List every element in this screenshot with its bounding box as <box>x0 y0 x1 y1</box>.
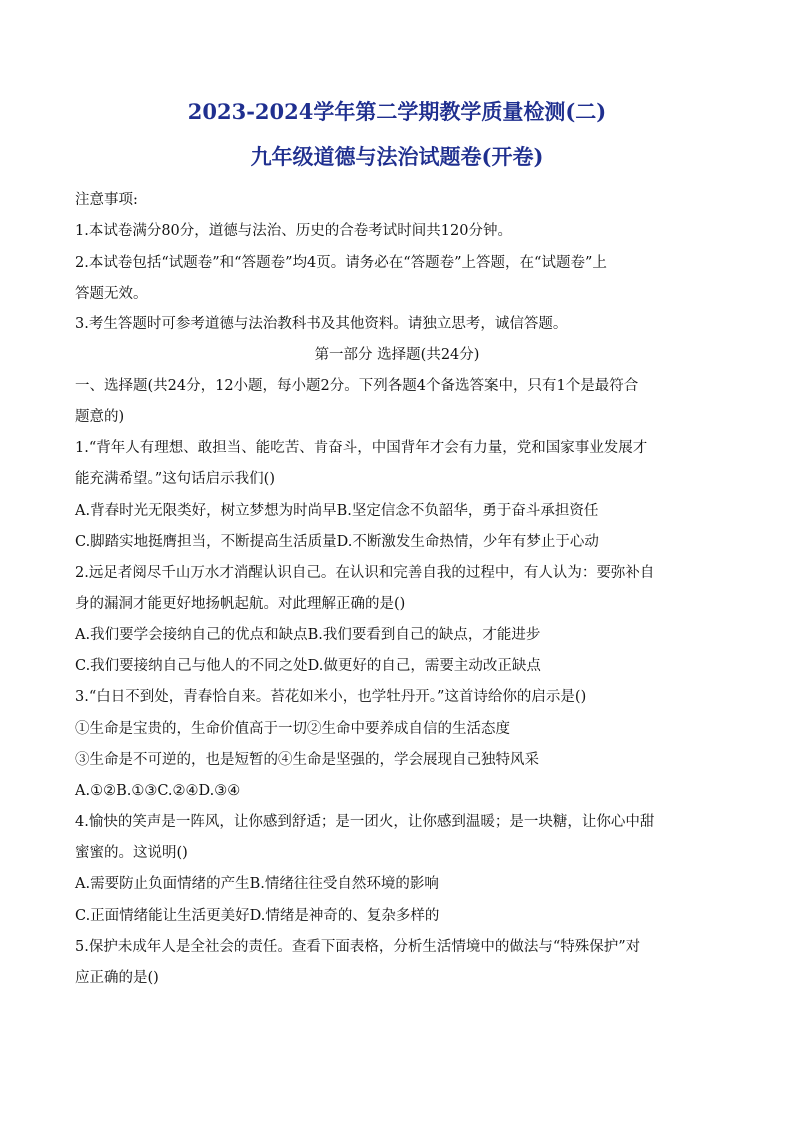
question-3-options: A.①②B.①③C.②④D.③④ <box>75 783 241 799</box>
question-1-options-cd: C.脚踏实地挺膺担当，不断提高生活质量D.不断激发生命热情，少年有梦止于心动 <box>75 534 599 550</box>
question-2-stem: 2.远足者阅尽千山万水才消醒认识自己。在认识和完善自我的过程中，有人认为：要弥补自 <box>75 565 655 581</box>
question-2-options-ab: A.我们要学会接纳自己的优点和缺点B.我们要看到自己的缺点，才能进步 <box>75 627 541 643</box>
question-3-statements-12: ①生命是宝贵的，生命价值高于一切②生命中要养成自信的生活态度 <box>75 721 510 737</box>
exam-title: 2023-2024学年第二学期教学质量检测(二) <box>187 99 607 124</box>
note-item-2: 2.本试卷包括“试题卷”和“答题卷”均4页。请务必在“答题卷”上答题，在“试题卷”上 <box>75 255 607 271</box>
question-2-stem-cont: 身的漏洞才能更好地扬帆起航。对此理解正确的是() <box>75 596 406 612</box>
note-item-1: 1.本试卷满分80分，道德与法治、历史的合卷考试时间共120分钟。 <box>75 223 512 239</box>
question-1-stem-cont: 能充满希望。”这句话启示我们() <box>75 471 275 487</box>
question-1-options-ab: A.背春时光无限类好，树立梦想为时尚早B.坚定信念不负韶华，勇于奋斗承担资任 <box>75 503 599 519</box>
question-5-stem-cont: 应正确的是() <box>75 970 159 986</box>
question-3-stem: 3.“白日不到处，青春恰自来。苔花如米小，也学牡丹开。”这首诗给你的启示是() <box>75 689 587 705</box>
question-2-options-cd: C.我们要接纳自己与他人的不同之处D.做更好的自己，需要主动改正缺点 <box>75 658 541 674</box>
exam-subtitle: 九年级道德与法治试题卷(开卷) <box>250 144 544 169</box>
part1-heading: 第一部分 选择题(共24分) <box>314 347 480 363</box>
part1-instructions: 一、选择题(共24分，12小题，每小题2分。下列各题4个备选答案中，只有1个是最符合 <box>75 378 639 394</box>
question-4-options-cd: C.正面情绪能让生活更美好D.情绪是神奇的、复杂多样的 <box>75 908 440 924</box>
notes-heading: 注意事项: <box>75 192 138 208</box>
question-4-options-ab: A.需要防止负面情绪的产生B.情绪往往受自然环境的影响 <box>75 876 439 892</box>
question-1-stem: 1.“背年人有理想、敢担当、能吃苦、肯奋斗，中国背年才会有力量，党和国家事业发展才 <box>75 440 648 456</box>
question-5-stem: 5.保护未成年人是全社会的责任。查看下面表格，分析生活情境中的做法与“特殊保护”对 <box>75 939 641 955</box>
note-item-3: 3.考生答题时可参考道德与法治教科书及其他资料。请独立思考，诚信答题。 <box>75 316 568 332</box>
question-4-stem: 4.愉快的笑声是一阵风，让你感到舒适；是一团火，让你感到温暖；是一块糖，让你心中甜 <box>75 814 655 830</box>
part1-instructions-cont: 题意的) <box>75 409 125 425</box>
note-item-2-cont: 答题无效。 <box>75 286 148 302</box>
question-4-stem-cont: 蜜蜜的。这说明() <box>75 845 188 861</box>
question-3-statements-34: ③生命是不可逆的，也是短暂的④生命是坚强的，学会展现自己独特风采 <box>75 752 539 768</box>
